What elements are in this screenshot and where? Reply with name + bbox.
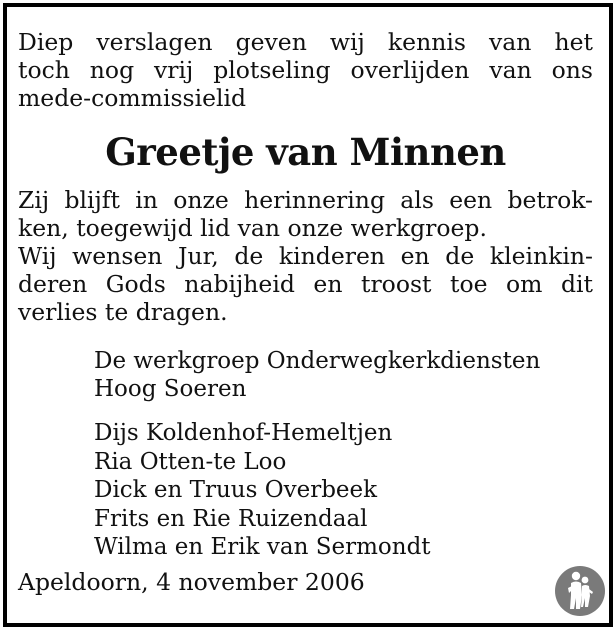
memorial-paragraph [18,186,593,326]
organization-name: De werkgroep Onderwegkerkdiensten [94,348,541,374]
intro-paragraph [18,28,593,112]
memorial-line-2: ken, toegewijd lid van onze werkgroep. [18,214,487,242]
intro-line-1: Diep verslagen geven wij kennis van het [18,28,593,56]
organization-block [94,347,593,403]
signatory: Dijs Koldenhof-Hemeltjen [94,420,393,446]
wishes-line-3: verlies te dragen. [18,298,228,326]
signatory: Ria Otten-te Loo [94,448,287,475]
deceased-name: Greetje van Minnen [105,130,506,174]
memorial-line-1: Zij blijft in onze herinnering als een betrok- [18,186,593,214]
place-date: Apeldoorn, 4 november 2006 [18,568,365,596]
signatory: Frits en Rie Ruizendaal [94,505,368,532]
signatory: Wilma en Erik van Sermondt [94,534,431,560]
intro-line-3: mede-commissielid [18,84,247,112]
intro-line-2: toch nog vrij plotseling overlijden van ons [18,56,593,84]
memorial-figures-logo-icon [554,565,606,617]
wishes-line-1: Wij wensen Jur, de kinderen en de kleinkin- [18,242,593,270]
organization-location: Hoog Soeren [94,376,247,402]
signatory: Dick en Truus Overbeek [94,477,378,503]
announcement-body [18,28,593,562]
wishes-line-2: deren Gods nabijheid en troost toe om dit [18,270,593,298]
signatories-list [94,419,593,562]
